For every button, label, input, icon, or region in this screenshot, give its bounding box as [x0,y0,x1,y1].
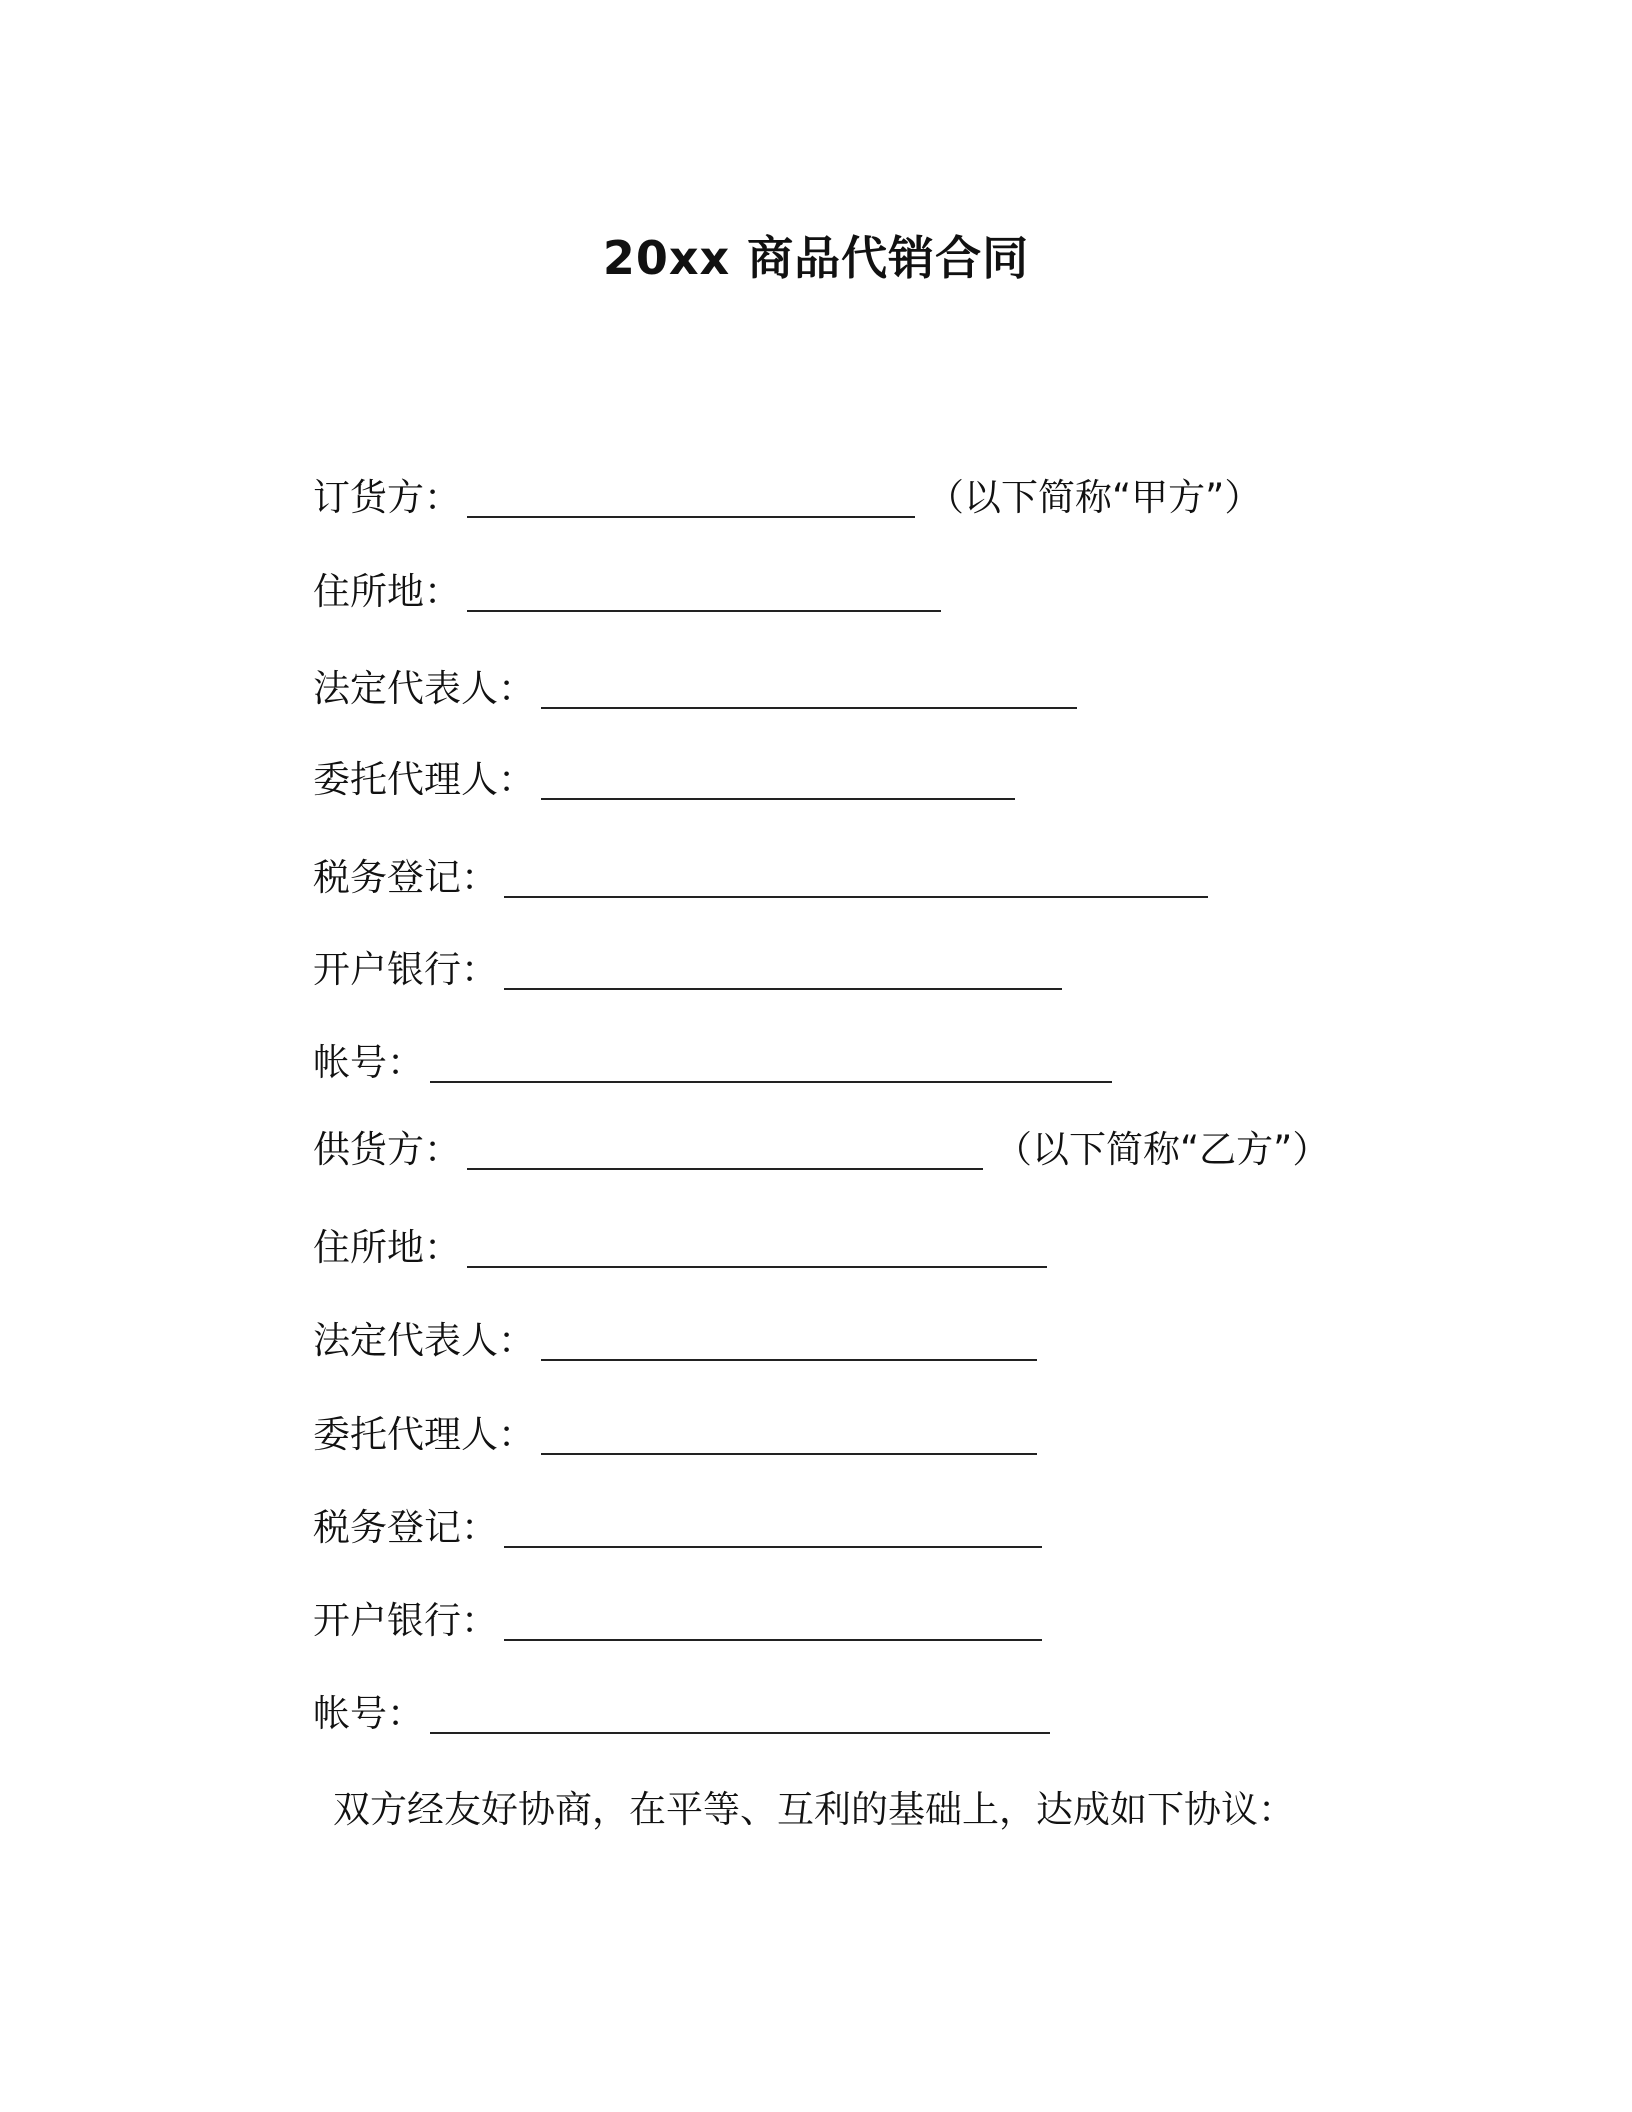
party-b-address-label: 住所地： [313,1226,461,1269]
party-b-address-line [313,1224,1047,1272]
party-b-account-line [313,1690,1050,1738]
party-a-orderer-label: 订货方： [313,476,461,519]
party-b-supplier-blank[interactable] [467,1130,983,1170]
party-b-tax-line [313,1504,1042,1552]
party-a-orderer-line [313,474,1261,522]
party-a-orderer-note: （以下简称“甲方”） [927,476,1262,519]
party-b-agent-label: 委托代理人： [313,1413,535,1456]
party-a-address-line [313,568,941,616]
party-a-bank-blank[interactable] [504,950,1062,990]
party-a-bank-label: 开户银行： [313,948,498,991]
party-a-tax-label: 税务登记： [313,856,498,899]
party-b-legal-rep-label: 法定代表人： [313,1319,535,1362]
party-b-tax-label: 税务登记： [313,1506,498,1549]
party-b-agent-blank[interactable] [541,1415,1037,1455]
party-a-tax-line [313,854,1208,902]
party-b-tax-blank[interactable] [504,1508,1042,1548]
party-b-supplier-line [313,1126,1329,1174]
party-a-tax-blank[interactable] [504,858,1208,898]
party-b-supplier-label: 供货方： [313,1128,461,1171]
party-a-agent-blank[interactable] [541,760,1015,800]
party-b-bank-line [313,1597,1042,1645]
party-a-account-blank[interactable] [430,1043,1112,1083]
party-a-legal-rep-line [313,665,1077,713]
party-b-legal-rep-line [313,1317,1037,1365]
party-b-address-blank[interactable] [467,1228,1047,1268]
agreement-intro: 双方经友好协商，在平等、互利的基础上，达成如下协议： [333,1788,1295,1831]
party-b-account-blank[interactable] [430,1694,1050,1734]
party-a-bank-line [313,946,1062,994]
party-b-bank-blank[interactable] [504,1601,1042,1641]
party-a-agent-label: 委托代理人： [313,758,535,801]
document-title: 20xx 商品代销合同 [602,231,1030,285]
party-a-legal-rep-blank[interactable] [541,669,1077,709]
party-a-account-line [313,1039,1112,1087]
party-b-account-label: 帐号： [313,1692,424,1735]
party-a-account-label: 帐号： [313,1041,424,1084]
party-b-legal-rep-blank[interactable] [541,1321,1037,1361]
party-b-agent-line [313,1411,1037,1459]
party-a-address-label: 住所地： [313,570,461,613]
party-a-agent-line [313,756,1015,804]
party-b-supplier-note: （以下简称“乙方”） [995,1128,1330,1171]
party-a-orderer-blank[interactable] [467,478,915,518]
party-a-address-blank[interactable] [467,572,941,612]
party-b-bank-label: 开户银行： [313,1599,498,1642]
party-a-legal-rep-label: 法定代表人： [313,667,535,710]
